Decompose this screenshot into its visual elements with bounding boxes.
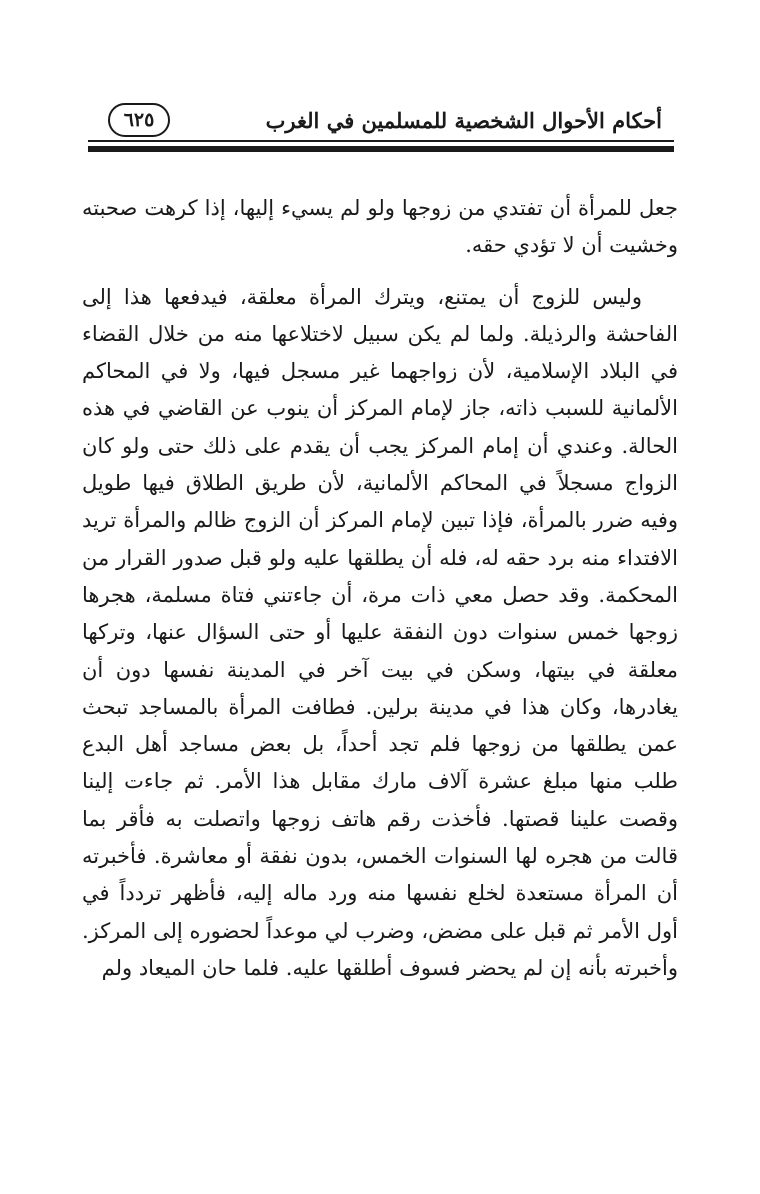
paragraph: وليس للزوج أن يمتنع، ويترك المرأة معلقة، فيدفعها هذا إلى الفاحشة والرذيلة. ولما لم يكن سبيل لاختلاعها منه من خلال القضاء في البلاد الإسلامية، لأن زواجهما غير مسجل فيها، ولا في المحاكم الألمانية للسبب ذاته، جاز لإمام المركز أن ينوب عن القاضي في هذه الحالة. وعندي أن إمام المركز يجب أن يقدم على ذلك حتى ولو كان الزواج مسجلاً في المحاكم الألمانية، لأن طريق الطلاق فيها طويل وفيه ضرر بالمرأة، فإذا تبين لإمام المركز أن الزوج ظالم والمرأة تريد الافتداء منه برد حقه له، فله أن يطلقها عليه ولو قبل صدور القرار من المحكمة. وقد حصل معي ذات مرة، أن جاءتني فتاة مسلمة، هجرها زوجها خمس سنوات دون النفقة عليها أو حتى السؤال عنها، وتركها معلقة في بيتها، وسكن في بيت آخر في المدينة نفسها دون أن يغادرها، وكان هذا في مدينة برلين. فطافت المرأة بالمساجد تبحث عمن يطلقها من زوجها فلم تجد أحداً، بل بعض مساجد أهل البدع طلب منها مبلغ عشرة آلاف مارك مقابل هذا الأمر. ثم جاءت إلينا وقصت علينا قصتها. فأخذت رقم هاتف زوجها واتصلت به فأقر بما قالت من هجره لها السنوات الخمس، بدون نفقة أو معاشرة. فأخبرته أن المرأة مستعدة لخلع نفسها منه ورد ماله إليه، فأظهر تردداً في أول الأمر ثم قبل على مضض، وضرب لي موعداً لحضوره إلى المركز. وأخبرته بأنه إن لم يحضر فسوف أطلقها عليه. فلما حان الميعاد ولم bbox=[82, 284, 678, 980]
page-number: ٦٢٥ bbox=[123, 109, 155, 131]
header-rule-thick bbox=[88, 146, 674, 152]
paragraph: جعل للمرأة أن تفتدي من زوجها ولو لم يسيء إليها، إذا كرهت صحبته وخشيت أن لا تؤدي حقه. bbox=[82, 196, 678, 258]
body-text bbox=[82, 190, 678, 987]
running-title: أحكام الأحوال الشخصية للمسلمين في الغرب bbox=[265, 108, 662, 133]
page-number-frame bbox=[108, 103, 170, 137]
header-rule-thin bbox=[88, 140, 674, 142]
